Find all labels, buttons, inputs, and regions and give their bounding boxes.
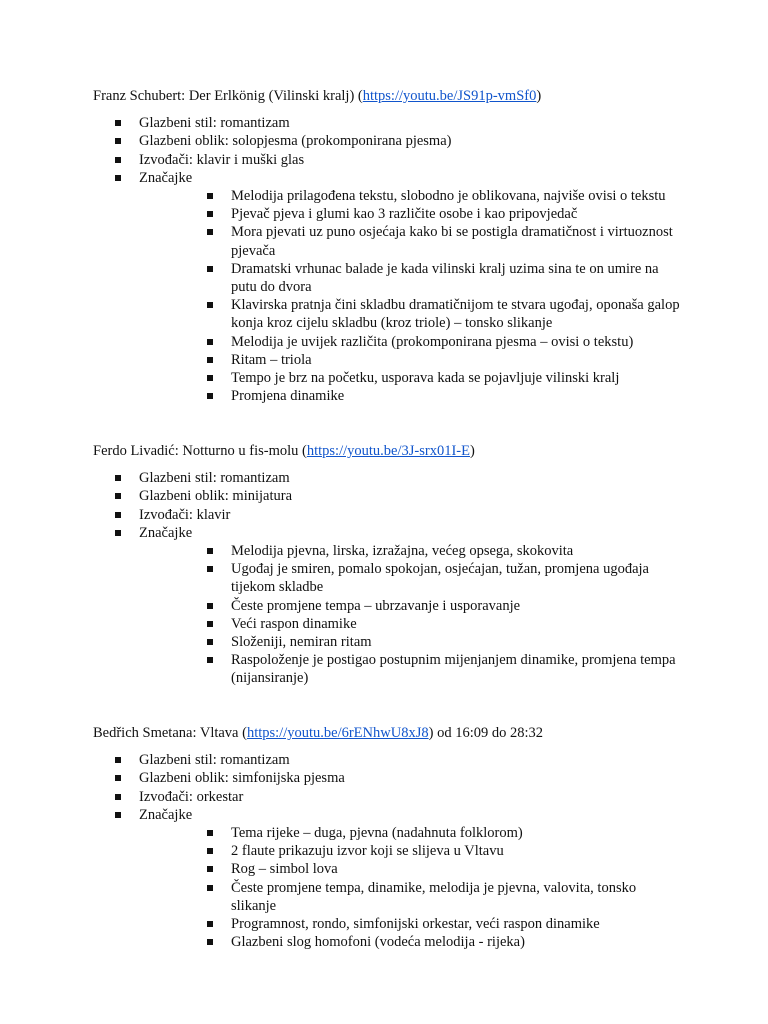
features-list: [185, 542, 683, 688]
list-item: Značajke Tema rijeke – duga, pjevna (nadahnuta folklorom) 2 flaute prikazuju izvor koji se slijeva u Vltavu Rog – simbol lova Česte promjene tempa, dinamike, melodija je pjevna, valovita, tonsko slikanje Programnost, rondo, simfonijski orkestar, veći raspon dinamike Glazbeni slog homofoni (vodeća melodija - rijeka): [93, 806, 683, 952]
bullet-icon: [207, 921, 213, 927]
feature-item: Glazbeni slog homofoni (vodeća melodija - rijeka): [139, 933, 683, 951]
bullet-icon: [207, 830, 213, 836]
section-heading: [93, 724, 683, 742]
composer-title: Ferdo Livadić: Notturno u fis-molu (: [93, 443, 307, 459]
bullet-icon: [115, 157, 121, 163]
composer-title: Bedřich Smetana: Vltava (: [93, 725, 247, 741]
bullet-icon: [207, 939, 213, 945]
feature-item: Programnost, rondo, simfonijski orkestar, veći raspon dinamike: [139, 915, 683, 933]
feature-item: Česte promjene tempa – ubrzavanje i usporavanje: [139, 597, 683, 615]
features-list: [185, 187, 683, 405]
list-item: Značajke Melodija pjevna, lirska, izražajna, većeg opsega, skokovita Ugođaj je smiren, pomalo spokojan, osjećajan, tužan, promjena ugođaja tijekom skladbe Česte promjene tempa – ubrzavanje i usporavanje Veći raspon dinamike Složeniji, nemiran ritam Raspoloženje je postigao postupnim mijenjanjem dinamike, promjena tempa (nijansiranje): [93, 524, 683, 688]
list-item: Značajke Melodija prilagođena tekstu, slobodno je oblikovana, najviše ovisi o tekstu Pjevač pjeva i glumi kao 3 različite osobe i kao pripovjedač Mora pjevati uz puno osjećaja kako bi se postigla dramatičnost i virtuoznost pjevača Dramatski vrhunac balade je kada vilinski kralj uzima sina te on umire na putu do dvora Klavirska pratnja čini skladbu dramatičnijom te stvara ugođaj, oponaša galop konja kroz cijelu skladbu (kroz triole) – tonsko slikanje Melodija je uvijek različita (prokomponirana pjesma – ovisi o tekstu) Ritam – triola Tempo je brz na početku, usporava kada se pojavljuje vilinski kralj Promjena dinamike: [93, 169, 683, 406]
bullet-icon: [207, 621, 213, 627]
list-item: Glazbeni oblik: simfonijska pjesma: [93, 769, 683, 787]
feature-item: Melodija pjevna, lirska, izražajna, većeg opsega, skokovita: [139, 542, 683, 560]
feature-item: Tempo je brz na početku, usporava kada se pojavljuje vilinski kralj: [139, 369, 683, 387]
bullet-icon: [115, 812, 121, 818]
feature-item: Ugođaj je smiren, pomalo spokojan, osjećajan, tužan, promjena ugođaja tijekom skladbe: [139, 560, 683, 596]
list-item: Glazbeni stil: romantizam: [93, 751, 683, 769]
composer-title: Franz Schubert: Der Erlkönig (Vilinski kralj) (: [93, 88, 363, 104]
bullet-icon: [115, 512, 121, 518]
section-heading: [93, 87, 683, 105]
list-item: Glazbeni oblik: solopjesma (prokomponirana pjesma): [93, 132, 683, 150]
feature-item: Česte promjene tempa, dinamike, melodija je pjevna, valovita, tonsko slikanje: [139, 879, 683, 915]
feature-item: Složeniji, nemiran ritam: [139, 633, 683, 651]
list-item: Glazbeni oblik: minijatura: [93, 487, 683, 505]
bullet-icon: [207, 548, 213, 554]
bullet-icon: [115, 475, 121, 481]
feature-item: Veći raspon dinamike: [139, 615, 683, 633]
bullet-icon: [207, 266, 213, 272]
bullet-icon: [207, 866, 213, 872]
bullet-icon: [207, 339, 213, 345]
feature-item: Rog – simbol lova: [139, 860, 683, 878]
bullet-icon: [207, 885, 213, 891]
list-item: Izvođači: klavir: [93, 506, 683, 524]
bullet-icon: [207, 603, 213, 609]
feature-item: Raspoloženje je postigao postupnim mijenjanjem dinamike, promjena tempa (nijansiranje): [139, 651, 683, 687]
heading-suffix: ): [469, 443, 475, 459]
bullet-icon: [207, 566, 213, 572]
info-list: [93, 751, 683, 951]
feature-item: Ritam – triola: [139, 351, 683, 369]
feature-item: Pjevač pjeva i glumi kao 3 različite osobe i kao pripovjedač: [139, 205, 683, 223]
youtube-link[interactable]: https://youtu.be/6rENhwU8xJ8: [246, 725, 429, 741]
features-list: [185, 824, 683, 951]
bullet-icon: [207, 211, 213, 217]
bullet-icon: [207, 639, 213, 645]
bullet-icon: [115, 120, 121, 126]
bullet-icon: [207, 302, 213, 308]
list-item: Izvođači: klavir i muški glas: [93, 151, 683, 169]
bullet-icon: [115, 794, 121, 800]
youtube-link[interactable]: https://youtu.be/3J-srx01I-E: [306, 443, 470, 459]
bullet-icon: [115, 138, 121, 144]
bullet-icon: [115, 757, 121, 763]
youtube-link[interactable]: https://youtu.be/JS91p-vmSf0: [362, 88, 537, 104]
list-item: Glazbeni stil: romantizam: [93, 469, 683, 487]
heading-suffix: ) od 16:09 do 28:32: [428, 725, 543, 741]
bullet-icon: [207, 193, 213, 199]
section-schubert: [93, 87, 683, 405]
feature-item: Dramatski vrhunac balade je kada vilinski kralj uzima sina te on umire na putu do dvora: [139, 260, 683, 296]
feature-item: Mora pjevati uz puno osjećaja kako bi se postigla dramatičnost i virtuoznost pjevača: [139, 223, 683, 259]
bullet-icon: [115, 175, 121, 181]
bullet-icon: [207, 393, 213, 399]
info-list: [93, 469, 683, 687]
info-list: [93, 114, 683, 405]
bullet-icon: [207, 657, 213, 663]
feature-item: Tema rijeke – duga, pjevna (nadahnuta folklorom): [139, 824, 683, 842]
list-item: Glazbeni stil: romantizam: [93, 114, 683, 132]
heading-suffix: ): [536, 88, 542, 104]
section-smetana: [93, 724, 683, 951]
bullet-icon: [207, 848, 213, 854]
feature-item: 2 flaute prikazuju izvor koji se slijeva u Vltavu: [139, 842, 683, 860]
bullet-icon: [115, 493, 121, 499]
list-item: Izvođači: orkestar: [93, 788, 683, 806]
bullet-icon: [115, 530, 121, 536]
bullet-icon: [207, 229, 213, 235]
bullet-icon: [207, 375, 213, 381]
feature-item: Melodija je uvijek različita (prokomponirana pjesma – ovisi o tekstu): [139, 333, 683, 351]
feature-item: Promjena dinamike: [139, 387, 683, 405]
bullet-icon: [115, 775, 121, 781]
feature-item: Klavirska pratnja čini skladbu dramatičnijom te stvara ugođaj, oponaša galop konja kroz cijelu skladbu (kroz triole) – tonsko slikanje: [139, 296, 683, 332]
feature-item: Melodija prilagođena tekstu, slobodno je oblikovana, najviše ovisi o tekstu: [139, 187, 683, 205]
section-livadic: [93, 442, 683, 688]
section-heading: [93, 442, 683, 460]
bullet-icon: [207, 357, 213, 363]
